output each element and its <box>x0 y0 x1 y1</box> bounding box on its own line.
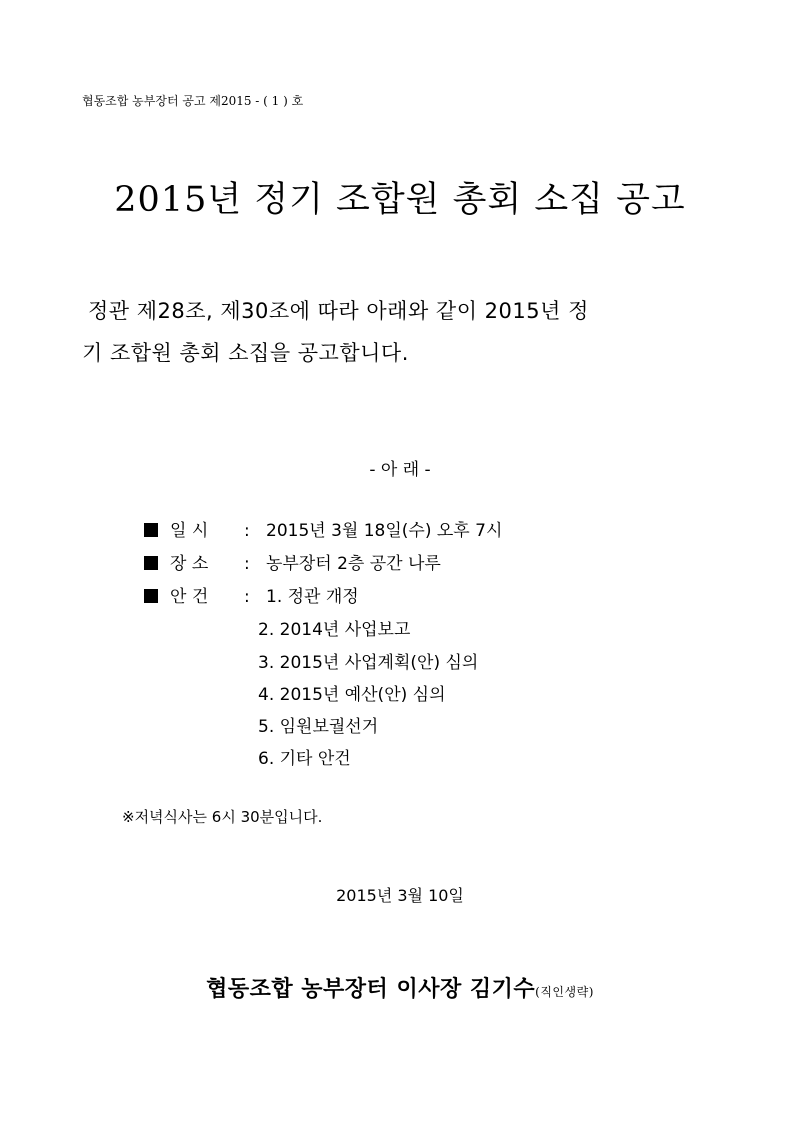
section-heading: - 아 래 - <box>369 460 431 480</box>
agenda-item: 2. 2014년 사업보고 <box>258 620 411 640</box>
dinner-note: ※저녁식사는 6시 30분입니다. <box>122 808 323 826</box>
agenda-item: 6. 기타 안건 <box>258 749 351 769</box>
agenda-item: 3. 2015년 사업계획(안) 심의 <box>258 653 479 673</box>
detail-value: 1. 정관 개정 <box>266 587 359 607</box>
signature-name: 협동조합 농부장터 이사장 김기수 <box>206 977 536 1002</box>
detail-row-agenda <box>144 582 359 607</box>
signature-line <box>0 972 800 1003</box>
intro-text-line-2: 기 조합원 총회 소집을 공고합니다. <box>82 341 409 365</box>
detail-label: 장 소 <box>170 554 209 574</box>
document-number: 협동조합 농부장터 공고 제2015 - ( 1 ) 호 <box>82 94 304 108</box>
intro-text-line-1: 정관 제28조, 제30조에 따라 아래와 같이 2015년 정 <box>88 299 589 323</box>
detail-colon: : <box>244 554 250 574</box>
detail-value: 2015년 3월 18일(수) 오후 7시 <box>266 521 503 541</box>
detail-row-datetime <box>144 516 502 541</box>
detail-label: 안 건 <box>170 587 209 607</box>
detail-colon: : <box>244 521 250 541</box>
agenda-item: 5. 임원보궐선거 <box>258 717 379 737</box>
square-bullet-icon <box>144 556 158 570</box>
detail-value: 농부장터 2층 공간 나루 <box>266 554 441 574</box>
document-title: 2015년 정기 조합원 총회 소집 공고 <box>114 180 686 220</box>
square-bullet-icon <box>144 523 158 537</box>
document-date: 2015년 3월 10일 <box>336 886 464 905</box>
square-bullet-icon <box>144 589 158 603</box>
seal-omitted-note: (직인생략) <box>535 985 594 999</box>
detail-colon: : <box>244 587 250 607</box>
detail-label: 일 시 <box>170 521 209 541</box>
detail-row-location <box>144 549 441 574</box>
agenda-item: 4. 2015년 예산(안) 심의 <box>258 685 446 705</box>
